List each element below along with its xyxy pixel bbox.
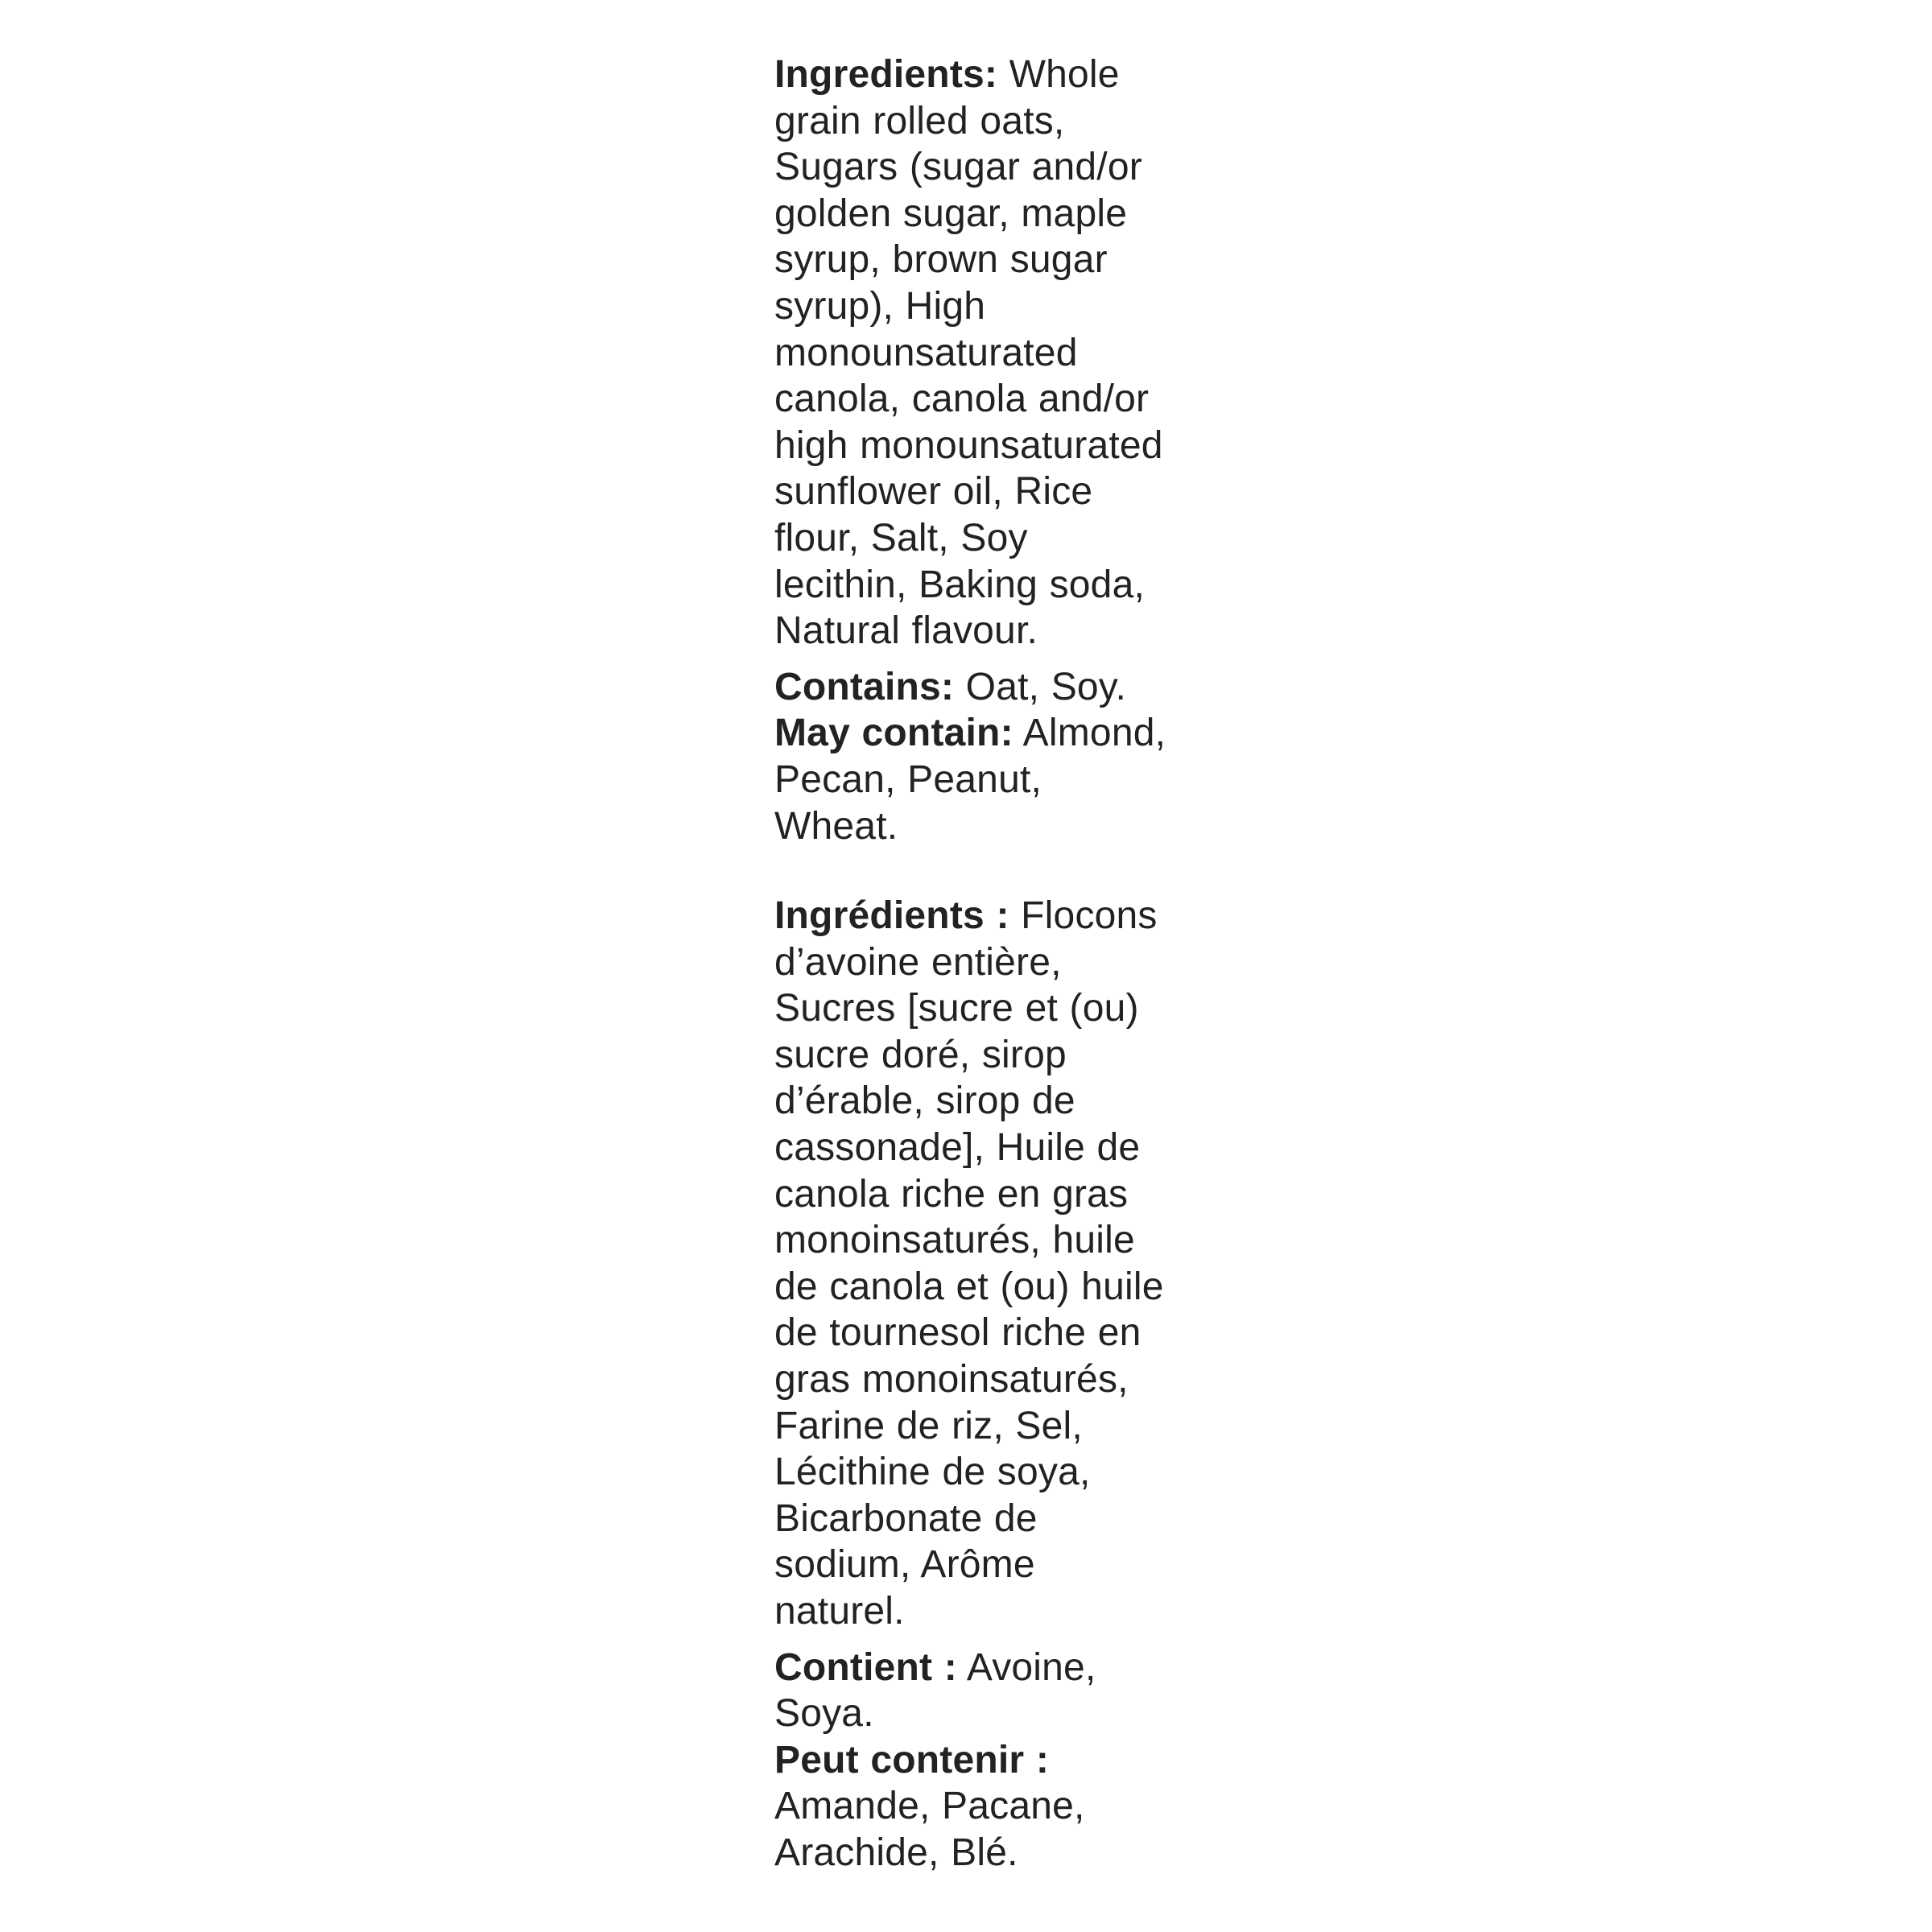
french-section — [774, 893, 1225, 1876]
text-line: cassonade], Huile de — [774, 1126, 1141, 1170]
ingredient-panel — [774, 52, 1225, 1876]
text-line: d’érable, sirop de — [774, 1080, 1075, 1123]
text-line: gras monoinsaturés, — [774, 1358, 1129, 1402]
text-line: syrup, brown sugar — [774, 238, 1108, 282]
english-ingredients — [774, 52, 1225, 654]
french-ingredients — [774, 893, 1225, 1635]
text-line: grain rolled oats, — [774, 99, 1065, 142]
text-line: syrup), High — [774, 284, 986, 328]
text-line — [774, 664, 1225, 711]
english-allergens — [774, 664, 1225, 849]
text-line: golden sugar, maple — [774, 192, 1128, 235]
text-line: high monounsaturated — [774, 423, 1163, 467]
text-line: Bicarbonate de — [774, 1496, 1038, 1540]
contains-heading: Contient : — [774, 1645, 957, 1689]
contains-heading: Contains: — [774, 665, 955, 708]
text-line: sodium, Arôme — [774, 1543, 1035, 1587]
text-line: Pecan, Peanut, — [774, 758, 1042, 801]
english-section — [774, 52, 1225, 849]
may-contain-heading: May contain: — [774, 712, 1013, 755]
text-line: sucre doré, sirop — [774, 1033, 1067, 1076]
text-line: Soya. — [774, 1692, 874, 1736]
text-line: monoinsaturés, huile — [774, 1219, 1135, 1262]
text-line: Sugars (sugar and/or — [774, 146, 1142, 189]
text-line: flour, Salt, Soy — [774, 516, 1028, 559]
ingredients-heading: Ingrédients : — [774, 894, 1009, 938]
contains-text: Oat, Soy. — [954, 665, 1126, 708]
text-line: d’avoine entière, — [774, 940, 1062, 984]
text-line: de tournesol riche en — [774, 1311, 1141, 1355]
text-line: naturel. — [774, 1590, 905, 1633]
may-contain-text: Almond, — [1013, 712, 1166, 755]
french-allergens — [774, 1645, 1225, 1876]
text-line — [774, 52, 1225, 98]
text-line: Natural flavour. — [774, 609, 1038, 653]
ingredients-text: Flocons — [1009, 894, 1158, 938]
may-contain-heading: Peut contenir : — [774, 1738, 1050, 1781]
text-line: Wheat. — [774, 804, 898, 848]
ingredients-heading: Ingredients: — [774, 53, 998, 96]
text-line: Sucres [sucre et (ou) — [774, 987, 1139, 1030]
text-line: sunflower oil, Rice — [774, 470, 1093, 514]
text-line: canola riche en gras — [774, 1172, 1129, 1216]
contains-text: Avoine, — [956, 1645, 1096, 1689]
text-line — [774, 1645, 1225, 1691]
text-line: Farine de riz, Sel, — [774, 1404, 1083, 1447]
text-line: canola, canola and/or — [774, 378, 1150, 421]
text-line: Lécithine de soya, — [774, 1451, 1091, 1494]
text-line: Arachide, Blé. — [774, 1831, 1018, 1874]
text-line: lecithin, Baking soda, — [774, 563, 1146, 606]
text-line: monounsaturated — [774, 331, 1078, 374]
text-line — [774, 710, 1225, 757]
ingredients-text: Whole — [997, 53, 1120, 96]
text-line: Amande, Pacane, — [774, 1785, 1085, 1828]
text-line: de canola et (ou) huile — [774, 1265, 1164, 1308]
text-line — [774, 893, 1225, 939]
